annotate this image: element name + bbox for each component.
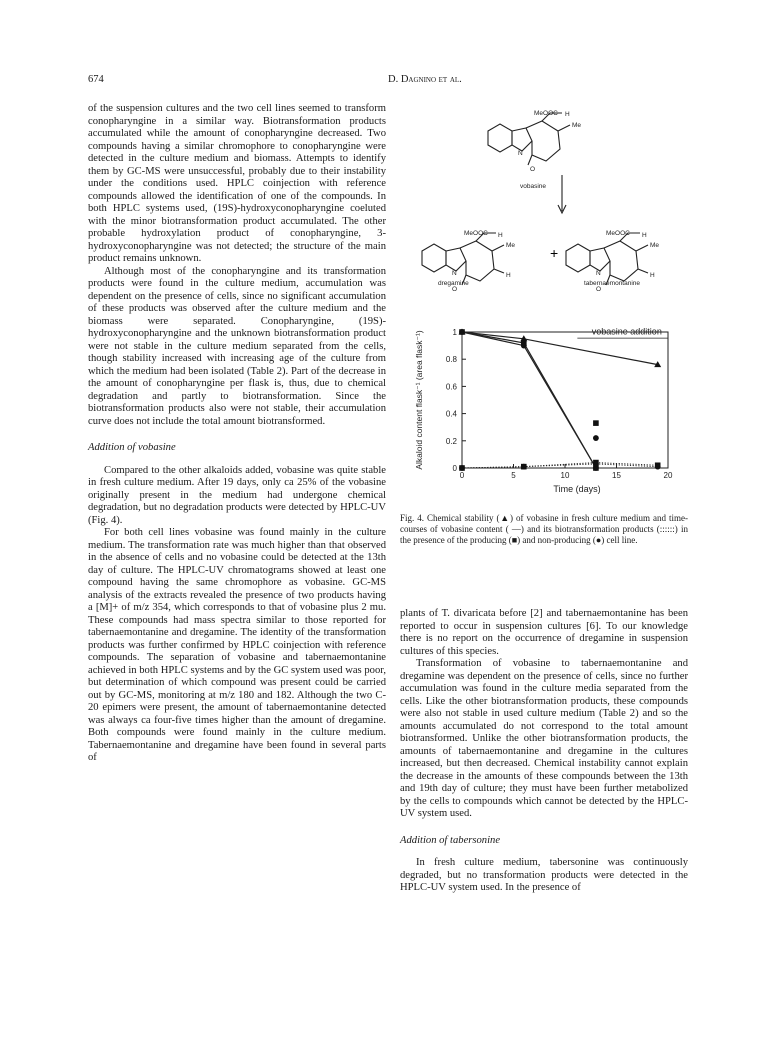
h-label: H <box>506 272 511 279</box>
y-tick-label: 0.4 <box>445 409 457 419</box>
compound-label-tabernaemontanine: tabernaemontanine <box>584 280 641 287</box>
data-point-circle <box>593 461 599 467</box>
y-tick-label: 0.8 <box>445 355 457 365</box>
y-tick-label: 0 <box>452 464 457 473</box>
compound-label-vobasine: vobasine <box>520 183 547 190</box>
h-label: H <box>498 232 503 239</box>
o-label: O <box>596 286 602 293</box>
h-label: H <box>650 272 655 279</box>
running-authors: D. Dagnino et al. <box>388 74 462 85</box>
h-label: H <box>565 111 570 118</box>
reaction-scheme-drawing <box>400 103 688 295</box>
chart-svg <box>400 320 688 502</box>
x-tick-label: 10 <box>560 471 570 480</box>
x-axis-label: Time (days) <box>553 484 601 494</box>
n-label: N <box>452 270 457 277</box>
compound-label-dregamine: dregamine <box>438 280 469 287</box>
x-tick-label: 20 <box>663 471 673 480</box>
paragraph: plants of T. divaricata before [2] and tabernaemontanine has been reported to occur in suspension cultures [6]. To our knowledge there is no report on the occurrence of dregamine in suspension cultures of this species. <box>400 608 688 657</box>
plot-frame <box>462 332 668 468</box>
y-tick-label: 0.6 <box>445 382 457 392</box>
data-point-circle <box>459 329 465 335</box>
plus-sign: + <box>550 245 559 261</box>
y-tick-label: 1 <box>452 328 457 337</box>
page-number: 674 <box>88 74 104 85</box>
ester-label: MeOOC <box>606 230 630 237</box>
right-column <box>400 608 688 895</box>
paragraph: For both cell lines vobasine was found mainly in the culture medium. The transformation rate was much higher than that observed in the absence of cells and no vobasine could be detected at the 13th day of culture. The HPLC-UV chromatograms showed at least one compound having the same chromophore as vobasine. GC-MS analysis of the extracts revealed the presence of two products having a [M]+ of m/z 354, which corresponds to that of vobasine plus 2 mu. These compounds had mass spectra similar to those reported for tabernaemontanine and dregamine. The identity of the transformation products was further confirmed by HPLC coinjection with reference compounds. The separation of vobasine and tabernaemontanine achieved in both HPLC systems and by the GC system used was poor, but determination of which compound was present could be carried out by GC-MS, monitoring at m/z 180 and 182. Although the two C-20 epimers were present, the amount of tabernaemontanine detected was always ca four-five times higher than the amount of dregamine. Both compounds were found mainly in the culture medium. Tabernaemontanine and dregamine have been found in several parts of <box>88 527 386 763</box>
paragraph: Transformation of vobasine to tabernaemontanine and dregamine was dependent on the presence of cells, since no further accumulation was found in the culture media separated from the cells. Like the other biotransformation products, these compounds were also not stable in used culture medium (Table 2) and so the amounts accumulated do not correspond to the total amount biotransformed. Unlike the other biotransformation products, the amounts of tabernaemontanine and dregamine in the cultures increased, but then decreased. Chemical instability cannot explain the decrease in the amounts of these compounds between the 13th and 19th day of culture; they must have been further metabolized by the cells to compounds which cannot be detected by the HPLC-UV system used. <box>400 658 688 819</box>
series-line-square <box>462 332 596 468</box>
me-label: Me <box>506 242 516 249</box>
x-tick-label: 0 <box>459 471 465 480</box>
o-label: O <box>452 286 458 293</box>
data-point-circle <box>593 435 599 441</box>
figure-caption: Fig. 4. Chemical stability (▲) of vobasine in fresh culture medium and time-courses of vobasine content ( —) and its biotransformation products (::::::) in the presence of the producing (■) and non-producing (●) cell line. <box>400 513 688 545</box>
n-label: N <box>518 150 523 157</box>
series-line-circle <box>462 464 658 468</box>
y-axis-label: Alkaloid content flask⁻¹ (area flask⁻¹) <box>414 330 424 470</box>
h-label: H <box>642 232 647 239</box>
left-column <box>88 103 386 765</box>
ester-label: MeOOC <box>464 230 488 237</box>
y-tick-label: 0.2 <box>445 436 457 446</box>
paragraph: Although most of the conopharyngine and its transformation products were found in the culture medium, accumulation was dependent on the presence of cells, since no significant accumulation of these products was observed after the culture medium and the biomass were separated. Conopharyngine, (19S)-hydroxyconopharyngine and the unknown biotransformation product were not stable in the culture medium separated from the cells, though stability increased with increasing age of the culture from which the medium had been isolated (Table 2). Part of the decrease in the amount of conopharyngine per flask is, thus, due to chemical degradation and partly to biotransformation. Since the biotransformation products also were not stable, their accumulation curve does not include the total amount biotransformed. <box>88 265 386 427</box>
n-label: N <box>596 270 601 277</box>
section-heading: Addition of vobasine <box>88 442 176 453</box>
series-line-square <box>462 463 658 468</box>
data-point-circle <box>521 343 527 349</box>
x-tick-label: 15 <box>612 471 621 480</box>
me-label: Me <box>572 122 582 129</box>
paragraph: of the suspension cultures and the two cell lines seemed to transform conopharyngine in a similar way. Biotransformation products accumulated while the amount of conopharyngine decreased. Two compounds having a similar chromophore to conopharyngine were detected in the culture medium and biomass. Attempts to identify them by GC-MS were unsuccessful, probably due to their instability under the conditions used. HPLC coinjection with reference compounds allowed the identification of one of the compounds. In both HPLC systems used, (19S)-hydroxyconopharyngine coeluted with the minor biotransformation product accumulated. The other probable hydroxylation product of conopharyngine, 3-hydroxyconopharyngine was not detected; the structure of the main product remains unknown. <box>88 103 386 264</box>
data-point-circle <box>521 464 527 470</box>
data-point-square <box>593 420 599 426</box>
annotation-label: vobasine addition <box>591 326 662 337</box>
reaction-scheme <box>400 103 688 295</box>
data-point-circle <box>655 464 661 470</box>
x-tick-label: 5 <box>511 471 516 480</box>
paragraph: In fresh culture medium, tabersonine was continuously degraded, but no transformation products were detected in the HPLC-UV system used. In the presence of <box>400 857 688 893</box>
o-label: O <box>530 166 536 173</box>
ester-label: MeOOC <box>534 110 558 117</box>
me-label: Me <box>650 242 660 249</box>
data-point-circle <box>459 465 465 471</box>
section-heading: Addition of tabersonine <box>400 834 501 846</box>
running-header <box>88 74 684 88</box>
figure-4-chart <box>400 320 688 502</box>
paragraph: Compared to the other alkaloids added, vobasine was quite stable in fresh culture medium. After 19 days, only ca 25% of the vobasine originally present in the medium had undergone chemical degradation, but no degradation products were detected by HPLC-UV (Fig. 4). <box>88 464 386 526</box>
